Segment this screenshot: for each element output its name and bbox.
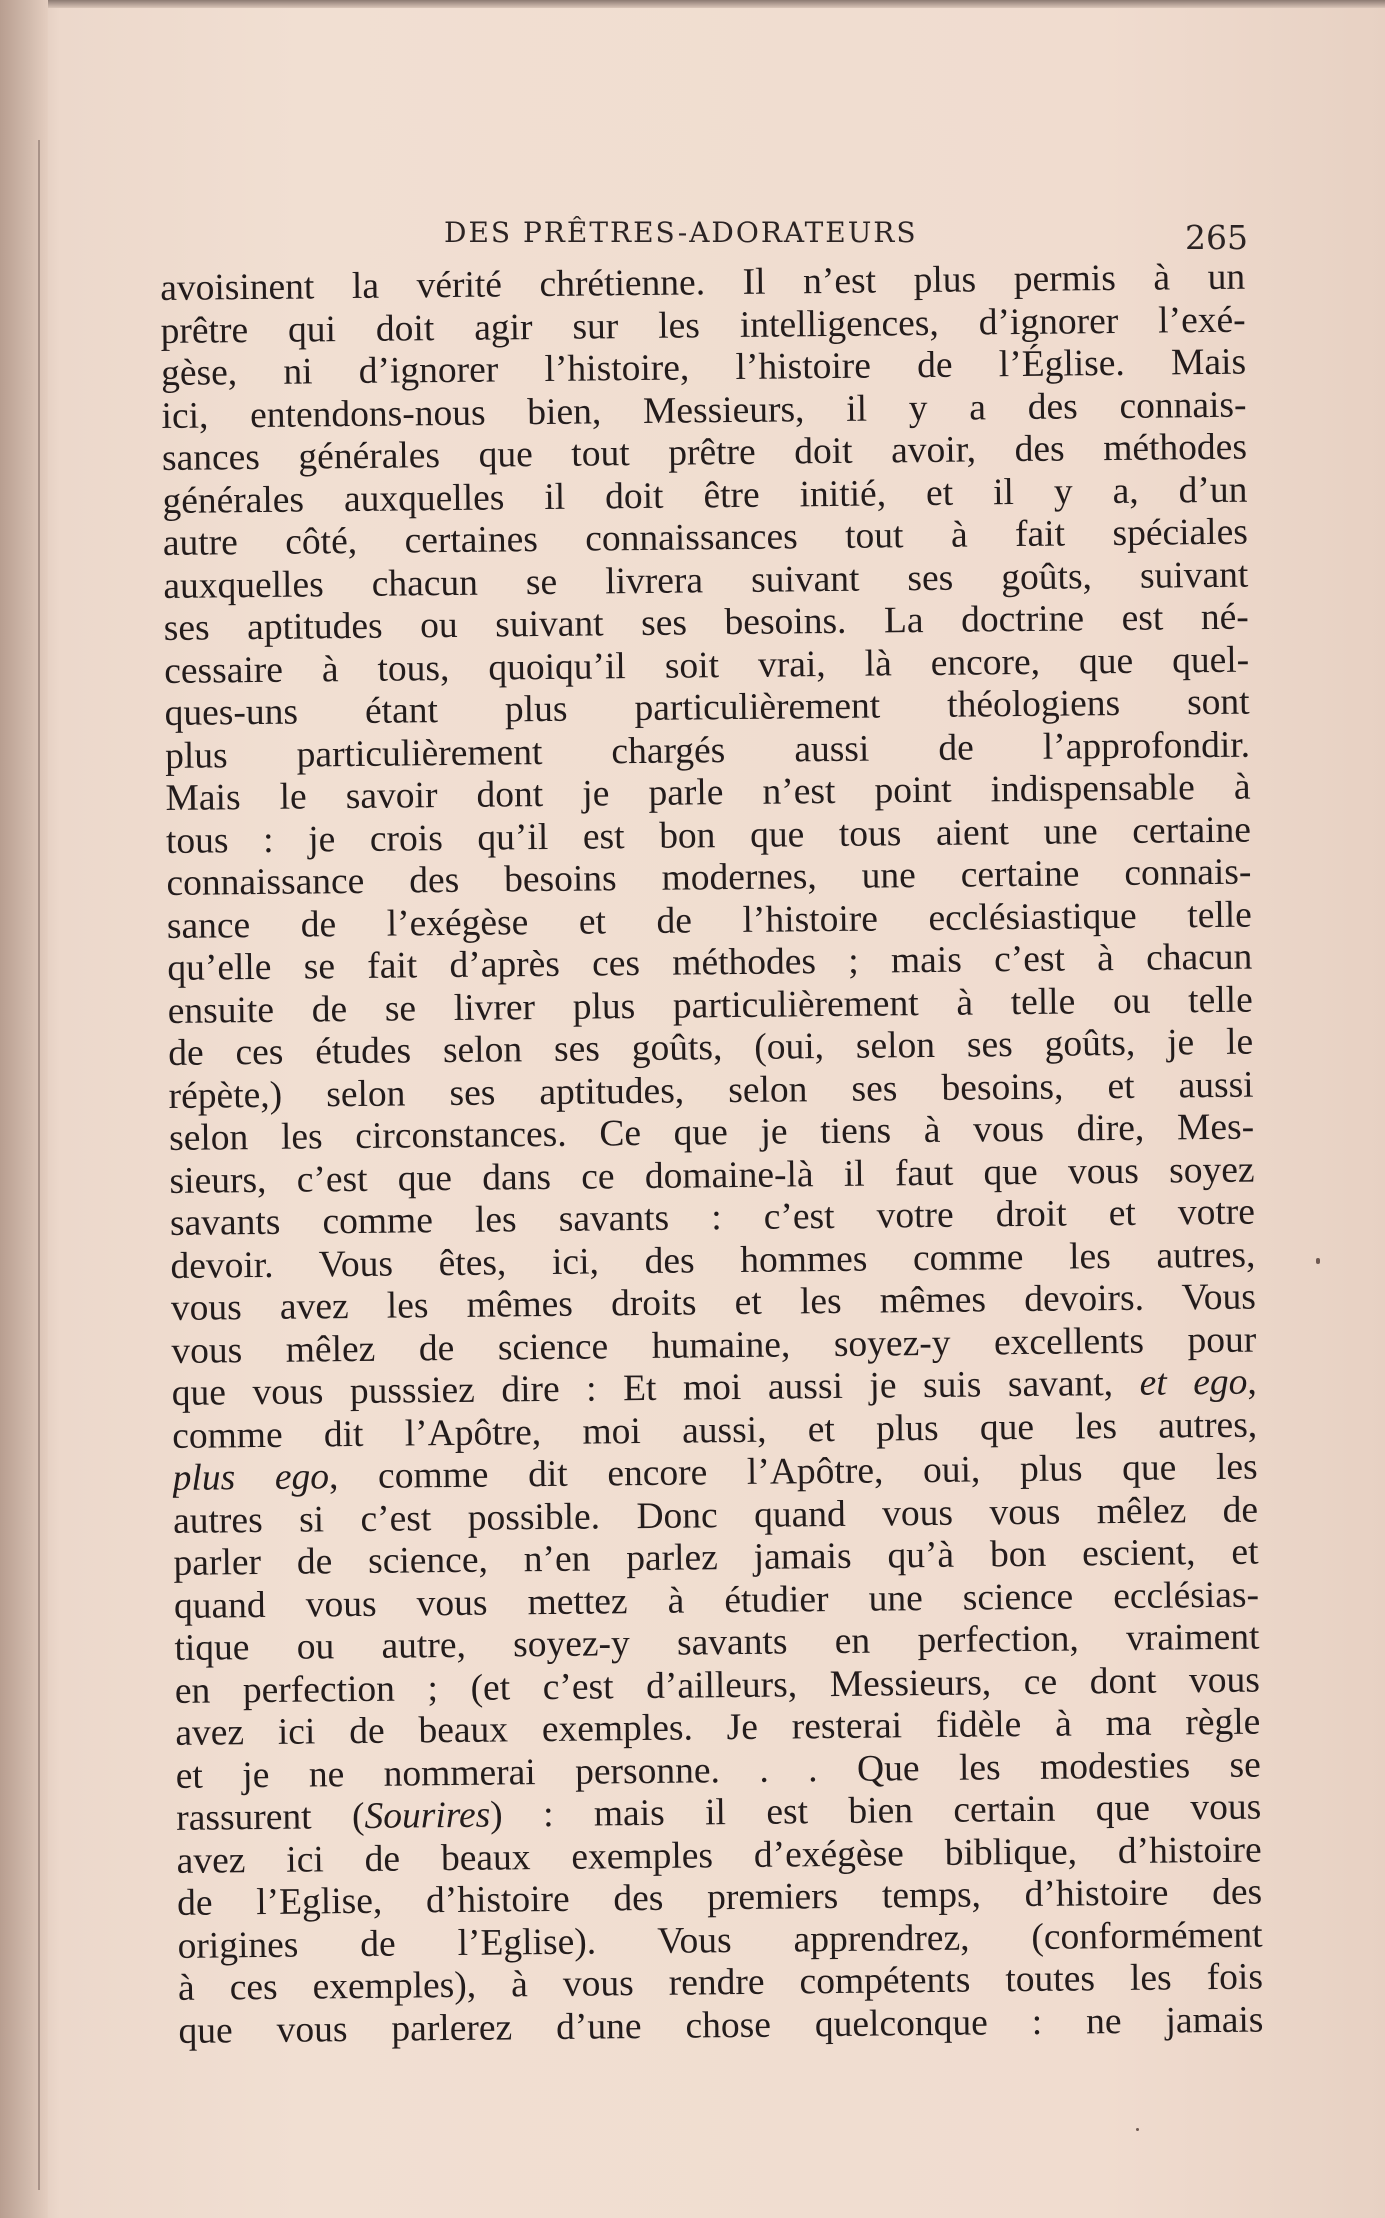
italic-phrase: plus ego [172, 1456, 330, 1499]
text-line: comme dit l’Apôtre, moi aussi, et plus que les autres, [172, 1404, 1258, 1457]
text-line: auxquelles chacun se livrera suivant ses goûts, suivant [163, 554, 1249, 607]
text-line: autres si c’est possible. Donc quand vous vous mêlez de [172, 1489, 1259, 1542]
page-top-edge [48, 0, 1385, 8]
text-line: savants comme les savants : c’est votre droit et votre [169, 1191, 1256, 1244]
text-line: avez ici de beaux exemples d’exégèse biblique, d’histoire [176, 1829, 1262, 1882]
text-line: plus particulièrement chargés aussi de l’approfondir. [164, 724, 1251, 777]
text-line: devoir. Vous êtes, ici, des hommes comme les autres, [170, 1234, 1256, 1287]
text-line: connaissance des besoins modernes, une certaine connais- [166, 851, 1252, 904]
body-text [160, 257, 1264, 2053]
text-line: cessaire à tous, quoiqu’il soit vrai, là encore, que quel- [164, 639, 1250, 692]
text-line: prêtre qui doit agir sur les intelligences, d’ignorer l’exé- [160, 299, 1246, 352]
text-span: rassurent ( [176, 1795, 365, 1839]
text-line: et je ne nommerai personne. . . Que les modesties se [175, 1744, 1261, 1797]
text-line: quand vous vous mettez à étudier une science ecclésias- [173, 1574, 1260, 1627]
paper-speck [1136, 2128, 1139, 2131]
text-line: sances générales que tout prêtre doit avoir, des méthodes [161, 426, 1248, 479]
text-line: Mais le savoir dont je parle n’est point indispensable à [165, 766, 1251, 819]
text-line: autre côté, certaines connaissances tout à fait spéciales [162, 511, 1249, 564]
running-title: DES PRÊTRES-ADORATEURS [444, 216, 918, 249]
text-line: ques-uns étant plus particulièrement théologiens sont [164, 681, 1250, 734]
text-line: vous mêlez de science humaine, soyez-y excellents pour [171, 1319, 1257, 1372]
text-line: selon les circonstances. Ce que je tiens à vous dire, Mes- [168, 1106, 1255, 1159]
text-span: , [1247, 1361, 1257, 1403]
text-line: parler de science, n’en parlez jamais qu’à bon escient, et [173, 1531, 1259, 1584]
text-line: avoisinent la vérité chrétienne. Il n’est plus permis à un [160, 256, 1246, 309]
text-line: origines de l’Eglise). Vous apprendrez, (conformément [177, 1914, 1263, 1967]
italic-phrase: et ego [1139, 1361, 1248, 1404]
text-line: ici, entendons-nous bien, Messieurs, il y a des connais- [161, 384, 1247, 437]
running-head [160, 210, 1260, 260]
text-line: gèse, ni d’ignorer l’histoire, l’histoire de l’Église. Mais [160, 341, 1247, 394]
text-line: avez ici de beaux exemples. Je resterai fidèle à ma règle [175, 1701, 1261, 1754]
text-line: tique ou autre, soyez-y savants en perfection, vraiment [174, 1616, 1260, 1669]
paper-speck [1316, 1258, 1320, 1264]
text-line: répète,) selon ses aptitudes, selon ses besoins, et aussi [168, 1064, 1254, 1117]
text-line: que vous parlerez d’une chose quelconque : ne jamais [178, 1999, 1264, 2052]
text-line: ses aptitudes ou suivant ses besoins. La doctrine est né- [163, 596, 1249, 649]
binding-edge [38, 140, 40, 2190]
text-line: à ces exemples), à vous rendre compétents toutes les fois [177, 1956, 1264, 2009]
text-line: ensuite de se livrer plus particulièrement à telle ou telle [167, 979, 1253, 1032]
text-line: de l’Eglise, d’histoire des premiers temps, d’histoire des [176, 1871, 1263, 1924]
text-span: , comme dit encore l’Apôtre, oui, plus que les [328, 1446, 1258, 1498]
text-line: en perfection ; (et c’est d’ailleurs, Messieurs, ce dont vous [174, 1659, 1261, 1712]
text-line: générales auxquelles il doit être initié, et il y a, d’un [162, 469, 1248, 522]
text-span: ) : mais il est bien certain que vous [489, 1786, 1262, 1836]
text-line: tous : je crois qu’il est bon que tous aient une certaine [165, 809, 1252, 862]
page-number: 265 [1185, 218, 1248, 257]
page-gutter [0, 0, 48, 2218]
text-line: sieurs, c’est que dans ce domaine-là il faut que vous soyez [169, 1149, 1255, 1202]
text-line: qu’elle se fait d’après ces méthodes ; mais c’est à chacun [167, 936, 1253, 989]
text-span: que vous pusssiez dire : Et moi aussi je suis savant, [171, 1363, 1114, 1414]
text-line: vous avez les mêmes droits et les mêmes devoirs. Vous [170, 1276, 1257, 1329]
text-line: sance de l’exégèse et de l’histoire ecclésiastique telle [166, 894, 1253, 947]
italic-phrase: Sourires [364, 1794, 491, 1837]
text-line: de ces études selon ses goûts, (oui, selon ses goûts, je le [168, 1021, 1254, 1074]
